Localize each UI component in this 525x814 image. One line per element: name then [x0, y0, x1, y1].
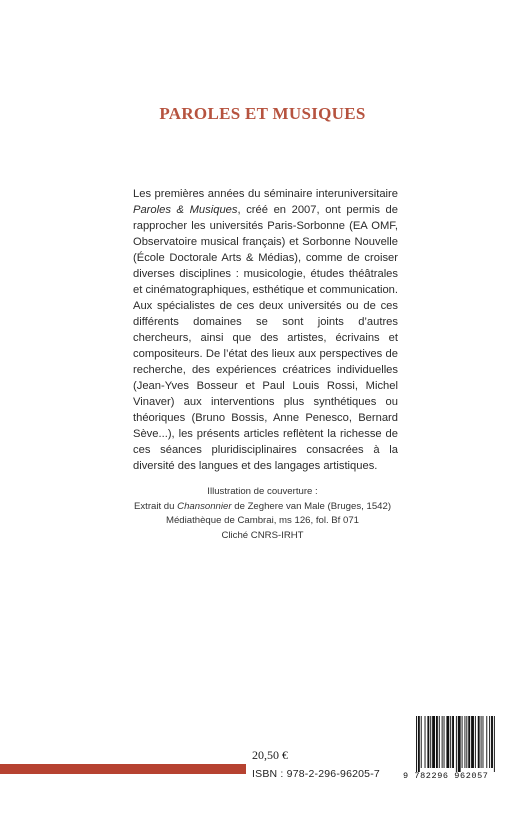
credits-line-2-end: de Zeghere van Male (Bruges, 1542): [231, 500, 392, 512]
barcode-bars: [414, 716, 514, 772]
cover-illustration-credits: [0, 485, 525, 543]
credits-line-2-italic: Chansonnier: [177, 500, 232, 512]
summary-text-rest: , créé en 2007, ont permis de rapprocher les universités Paris-Sorbonne (EA OMF, Observatoire musical français) et Sorbonne Nouvelle (École Doctorale Arts & Médias), comme de croiser diverses disciplines : musicologie, études théâtrales et cinématographiques, esthétique et communication. Aux spécialistes de ces deux universités ou de ces différents domaines se sont joints d’autres chercheurs, ainsi que des artistes, écrivains et compositeurs. De l’état des lieux aux perspectives de recherche, des expériences créatrices individuelles (Jean-Yves Bosseur et Paul Louis Rossi, Michel Vinaver) aux interventions plus synthétiques ou théoriques (Bruno Bossis, Anne Penesco, Bernard Sève...), les présents articles reflètent la richesse de ces séances pluridisciplinaires consacrées à la diversité des langues et des langages artistiques.: [133, 204, 398, 472]
credits-line-2: [0, 500, 525, 515]
credits-line-2-start: Extrait du: [133, 500, 178, 512]
credits-line-3: Médiathèque de Cambrai, ms 126, fol. Bf 071: [165, 515, 360, 526]
back-cover-summary: [133, 186, 398, 474]
summary-italic-title: Paroles & Musiques: [133, 204, 238, 216]
summary-text-start: Les premières années du séminaire interuniversitaire: [133, 188, 398, 200]
book-title: PAROLES ET MUSIQUES: [159, 104, 366, 123]
price-label: 20,50 €: [252, 748, 288, 762]
red-color-band: [0, 764, 246, 774]
credits-line-4: Cliché CNRS-IRHT: [221, 529, 304, 541]
barcode-digits: 9 782296 962057: [403, 771, 489, 781]
credits-line-1: Illustration de couverture :: [207, 486, 318, 497]
isbn-label: ISBN : 978-2-296-96205-7: [252, 768, 380, 780]
